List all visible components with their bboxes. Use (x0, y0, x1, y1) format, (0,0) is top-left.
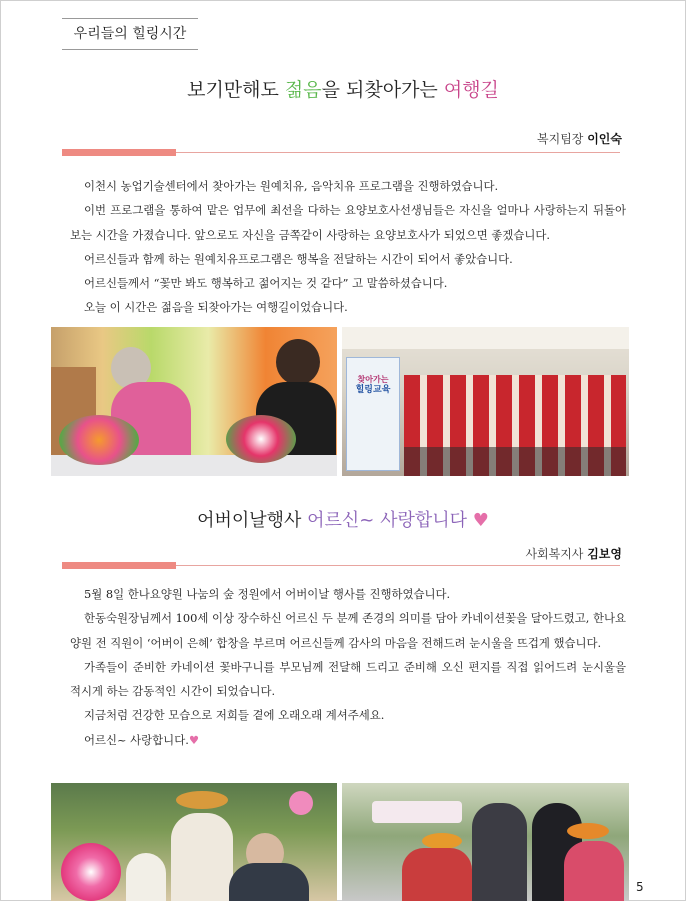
heart-icon: ♥ (188, 732, 200, 747)
article2-body (70, 582, 626, 752)
flower-basket (226, 415, 296, 463)
banner-text: 찾아가는 (357, 375, 389, 384)
article1-paragraph: 어르신들과 함께 하는 원예치유프로그램은 행복을 전달하는 시간이 되어서 좋았습니다. (84, 251, 513, 266)
article1-title-highlight-pink: 여행길 (443, 79, 499, 101)
article1-divider-accent (62, 149, 176, 156)
article1-paragraph: 이번 프로그램을 통하여 맡은 업무에 최선을 다하는 요양보호사선생님들은 자신을 얼마나 사랑하는지 뒤돌아보는 시간을 가졌습니다. 앞으로도 자신을 금쪽같이 사랑하는 요양보호사가 되었으면 좋겠습니다. (70, 203, 626, 242)
person-silhouette (402, 848, 472, 901)
article2-author-role: 사회복지사 (525, 547, 588, 561)
article1-body (70, 174, 626, 320)
article1-title-highlight-green: 젊음 (284, 79, 322, 101)
article1-paragraph: 어르신들께서 “꽃만 봐도 행복하고 젊어지는 것 같다” 고 말씀하셨습니다. (84, 276, 448, 291)
ceiling (342, 327, 629, 349)
heart-icon: ♥ (472, 510, 489, 531)
article1-title-pre: 보기만해도 (187, 79, 285, 101)
parents-day-photo-garden (51, 783, 337, 901)
person-silhouette (564, 841, 624, 901)
page-number: 5 (636, 880, 644, 894)
article2-closing (70, 728, 626, 752)
group-photo-caregivers (342, 327, 629, 476)
person-silhouette (126, 853, 166, 901)
article2-title-highlight: 어르신~ 사랑합니다 (307, 510, 473, 531)
article1-author-name: 이인숙 (587, 132, 622, 146)
article2-paragraph: 지금처럼 건강한 모습으로 저희들 곁에 오래오래 계셔주세요. (84, 708, 385, 723)
article2-author-name: 김보영 (587, 547, 622, 561)
article1-title-mid: 을 되찾아가는 (321, 79, 444, 101)
article2-paragraph: 가족들이 준비한 카네이션 꽃바구니를 부모님께 전달해 드리고 준비해 오신 편지를 직접 읽어드려 눈시울을 적시게 하는 감동적인 시간이 되었습니다. (70, 659, 626, 699)
article1-paragraph: 오늘 이 시간은 젊음을 되찾아가는 여행길이었습니다. (84, 300, 348, 315)
flower-basket (59, 415, 139, 465)
balloon-decoration (61, 843, 121, 901)
hat (176, 791, 228, 809)
balloon-decoration (289, 791, 313, 815)
parents-day-photo-centenarians (342, 783, 629, 901)
article2-title (0, 506, 686, 532)
article1-title (0, 75, 686, 102)
flower-activity-photo (51, 327, 337, 476)
hat (567, 823, 609, 839)
event-banner (372, 801, 462, 823)
article2-title-pre: 어버이날행사 (197, 510, 308, 531)
floor-shadow (404, 447, 626, 476)
article1-paragraph: 이천시 농업기술센터에서 찾아가는 원예치유, 음악치유 프로그램을 진행하였습니다. (84, 179, 499, 193)
hat (422, 833, 462, 849)
article2-closing-text: 어르신~ 사랑합니다. (84, 732, 189, 747)
article2-paragraph: 한동숙원장님께서 100세 이상 장수하신 어르신 두 분께 존경의 의미를 담아 카네이션꽃을 달아드렸고, 한나요양원 전 직원이 ‘어버이 은혜’ 합창을 부르며 어르신들께 감사의 마음을 전해드려 눈시울을 뜨겁게 했습니다. (70, 611, 626, 650)
person-silhouette (229, 863, 309, 901)
person-silhouette (472, 803, 527, 901)
banner (346, 357, 400, 471)
article2-divider-accent (62, 562, 176, 569)
person-silhouette (171, 813, 233, 901)
article2-paragraph: 5월 8일 한나요양원 나눔의 숲 정원에서 어버이날 행사를 진행하였습니다. (84, 587, 451, 601)
article2-author (525, 545, 622, 562)
banner-text: 힐링교육 (355, 385, 391, 395)
section-label: 우리들의 힐링시간 (62, 18, 198, 50)
person-head (276, 339, 320, 385)
article1-author-role: 복지팀장 (537, 132, 588, 146)
article1-author (537, 130, 622, 147)
